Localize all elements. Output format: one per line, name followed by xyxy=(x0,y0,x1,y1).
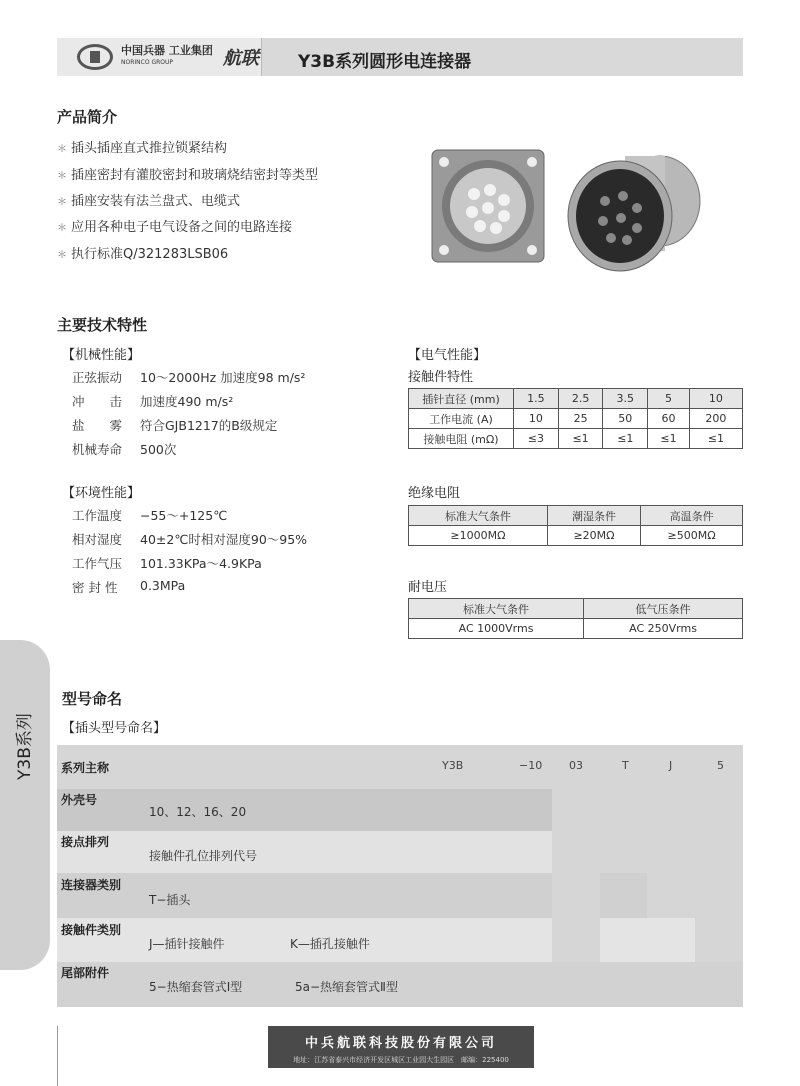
intro-bullet-text: 插座密封有灌胶密封和玻璃烧结密封等类型 xyxy=(71,168,319,183)
intro-bullet-text: 应用各种电子电气设备之间的电路连接 xyxy=(71,220,293,235)
table-cell: 工作电流 (A) xyxy=(409,409,514,429)
table-row xyxy=(409,429,743,449)
model-naming-diagram xyxy=(57,745,743,1007)
row-label: 系列主称 xyxy=(61,761,110,775)
column-fill xyxy=(600,789,743,831)
logo-brand: 航联 xyxy=(222,48,259,69)
spec-key: 工作温度 xyxy=(72,508,123,523)
elec-title: 【电气性能】 xyxy=(408,348,487,363)
table-cell: 25 xyxy=(558,409,603,429)
row-text: 5−热缩套管式Ⅰ型 xyxy=(149,980,243,994)
mech-title: 【机械性能】 xyxy=(62,348,141,363)
spec-value: 0.3MPa xyxy=(140,578,186,593)
row-label: 接触件类别 xyxy=(61,923,122,937)
table-cell: ≤1 xyxy=(648,429,690,449)
table-cell: AC 250Vrms xyxy=(584,619,743,639)
spec-key: 机械寿命 xyxy=(72,442,123,457)
spec-key: 密 封 性 xyxy=(72,580,118,595)
row-label: 尾部附件 xyxy=(61,966,110,980)
table-row xyxy=(409,619,743,639)
logo xyxy=(57,38,262,76)
code-tail: 5 xyxy=(717,759,724,772)
code-shell: −10 xyxy=(519,759,543,772)
norinco-logo-icon xyxy=(77,44,113,70)
footer xyxy=(268,1026,534,1068)
intro-bullet: ＊ 执行标准Q/321283LSB06 xyxy=(57,247,229,262)
voltage-title: 耐电压 xyxy=(408,580,448,595)
mech-row xyxy=(72,416,277,434)
row-text: 10、12、16、20 xyxy=(149,805,247,819)
env-row xyxy=(72,578,185,596)
table-row xyxy=(409,526,743,546)
table-cell: 60 xyxy=(648,409,690,429)
table-row xyxy=(409,506,743,526)
table-cell: ≥1000MΩ xyxy=(409,526,548,546)
table-cell: 3.5 xyxy=(603,389,648,409)
logo-en: NORINCO GROUP xyxy=(121,59,174,66)
intro-title: 产品简介 xyxy=(57,108,118,126)
band-series xyxy=(57,745,743,789)
table-row xyxy=(409,389,743,409)
row-text: J—插针接触件 xyxy=(149,937,225,951)
company-name: 中兵航联科技股份有限公司 xyxy=(304,1036,497,1051)
table-cell: ≤1 xyxy=(603,429,648,449)
row-label: 接点排列 xyxy=(61,835,110,849)
table-cell: 1.5 xyxy=(514,389,559,409)
table-cell: 接触电阻 (mΩ) xyxy=(409,429,514,449)
table-cell: 10 xyxy=(689,389,742,409)
row-text-2: K—插孔接触件 xyxy=(290,937,370,951)
code-series: Y3B xyxy=(442,759,464,772)
table-cell: 低气压条件 xyxy=(584,599,743,619)
table-cell: 标准大气条件 xyxy=(409,506,548,526)
contact-title: 接触件特性 xyxy=(408,370,474,385)
spec-value: 500次 xyxy=(140,442,177,457)
specs-title: 主要技术特性 xyxy=(57,316,148,334)
code-contact: J xyxy=(669,759,673,772)
column-shell xyxy=(552,789,600,962)
table-cell: ≥500MΩ xyxy=(641,526,743,546)
spec-key: 冲 击 xyxy=(72,394,123,409)
spec-key: 相对湿度 xyxy=(72,532,123,547)
page-title: Y3B系列圆形电连接器 xyxy=(298,52,472,72)
mech-row xyxy=(72,392,233,410)
naming-title: 型号命名 xyxy=(62,690,123,708)
env-row xyxy=(72,506,227,524)
spec-value: −55～+125℃ xyxy=(140,508,228,523)
side-tab xyxy=(0,640,50,970)
intro-bullet: ＊ 插头插座直式推拉锁紧结构 xyxy=(57,141,228,156)
intro-bullet: ＊ 插座密封有灌胶密封和玻璃烧结密封等类型 xyxy=(57,168,319,183)
band-layout xyxy=(57,831,600,873)
logo-text xyxy=(121,45,213,69)
receptacle-photo xyxy=(428,146,548,266)
spec-value: 加速度490 m/s² xyxy=(140,394,234,409)
column-fill xyxy=(695,918,743,962)
plug-photo xyxy=(565,146,705,276)
row-text: T−插头 xyxy=(149,893,191,907)
insulation-title: 绝缘电阻 xyxy=(408,486,461,501)
table-cell: AC 1000Vrms xyxy=(409,619,584,639)
intro-bullet: ＊ 应用各种电子电气设备之间的电路连接 xyxy=(57,220,293,235)
intro-bullet-text: 插座安装有法兰盘式、电缆式 xyxy=(71,194,241,209)
table-cell: 10 xyxy=(514,409,559,429)
intro-bullet-text: 插头插座直式推拉锁紧结构 xyxy=(71,141,228,156)
table-cell: 5 xyxy=(648,389,690,409)
table-cell: 标准大气条件 xyxy=(409,599,584,619)
spec-key: 工作气压 xyxy=(72,556,123,571)
naming-subtitle: 【插头型号命名】 xyxy=(62,721,167,736)
intro-bullet: ＊ 插座安装有法兰盘式、电缆式 xyxy=(57,194,241,209)
row-label: 连接器类别 xyxy=(61,878,122,892)
table-cell: ≤1 xyxy=(558,429,603,449)
spec-value: 40±2℃时相对湿度90～95% xyxy=(140,532,308,547)
row-label: 外壳号 xyxy=(61,793,98,807)
spec-value: 10～2000Hz 加速度98 m/s² xyxy=(140,370,306,385)
table-cell: 2.5 xyxy=(558,389,603,409)
insulation-table xyxy=(408,505,743,546)
table-row xyxy=(409,409,743,429)
intro-bullet-text: 执行标准Q/321283LSB06 xyxy=(71,247,229,262)
table-cell: 50 xyxy=(603,409,648,429)
contact-table xyxy=(408,388,743,449)
spec-value: 101.33KPa～4.9KPa xyxy=(140,556,262,571)
column-fill xyxy=(647,873,743,918)
row-text: 接触件孔位排列代号 xyxy=(149,849,258,863)
table-cell: ≤1 xyxy=(689,429,742,449)
env-row xyxy=(72,530,307,548)
logo-cn: 中国兵器 工业集团 xyxy=(121,44,213,57)
voltage-table xyxy=(408,598,743,639)
side-tab-label: Y3B系列 xyxy=(15,713,35,780)
company-address: 地址：江苏省泰兴市经济开发区城区工业园大生园区 邮编：225400 xyxy=(293,1056,509,1064)
table-cell: ≤3 xyxy=(514,429,559,449)
spec-value: 符合GJB1217的B级规定 xyxy=(140,418,278,433)
spec-key: 盐 雾 xyxy=(72,418,123,433)
code-layout: 03 xyxy=(569,759,583,772)
row-text-2: 5a−热缩套管式Ⅱ型 xyxy=(295,980,398,994)
table-cell: 200 xyxy=(689,409,742,429)
env-row xyxy=(72,554,262,572)
table-cell: 潮湿条件 xyxy=(547,506,640,526)
code-type: T xyxy=(622,759,629,772)
mech-row xyxy=(72,440,176,458)
footer-divider xyxy=(57,1026,58,1086)
table-cell: ≥20MΩ xyxy=(547,526,640,546)
spec-key: 正弦振动 xyxy=(72,370,123,385)
band-shell xyxy=(57,789,552,831)
table-row xyxy=(409,599,743,619)
mech-row xyxy=(72,368,305,386)
table-cell: 插针直径 (mm) xyxy=(409,389,514,409)
table-cell: 高温条件 xyxy=(641,506,743,526)
env-title: 【环境性能】 xyxy=(62,486,141,501)
column-fill xyxy=(600,831,743,873)
